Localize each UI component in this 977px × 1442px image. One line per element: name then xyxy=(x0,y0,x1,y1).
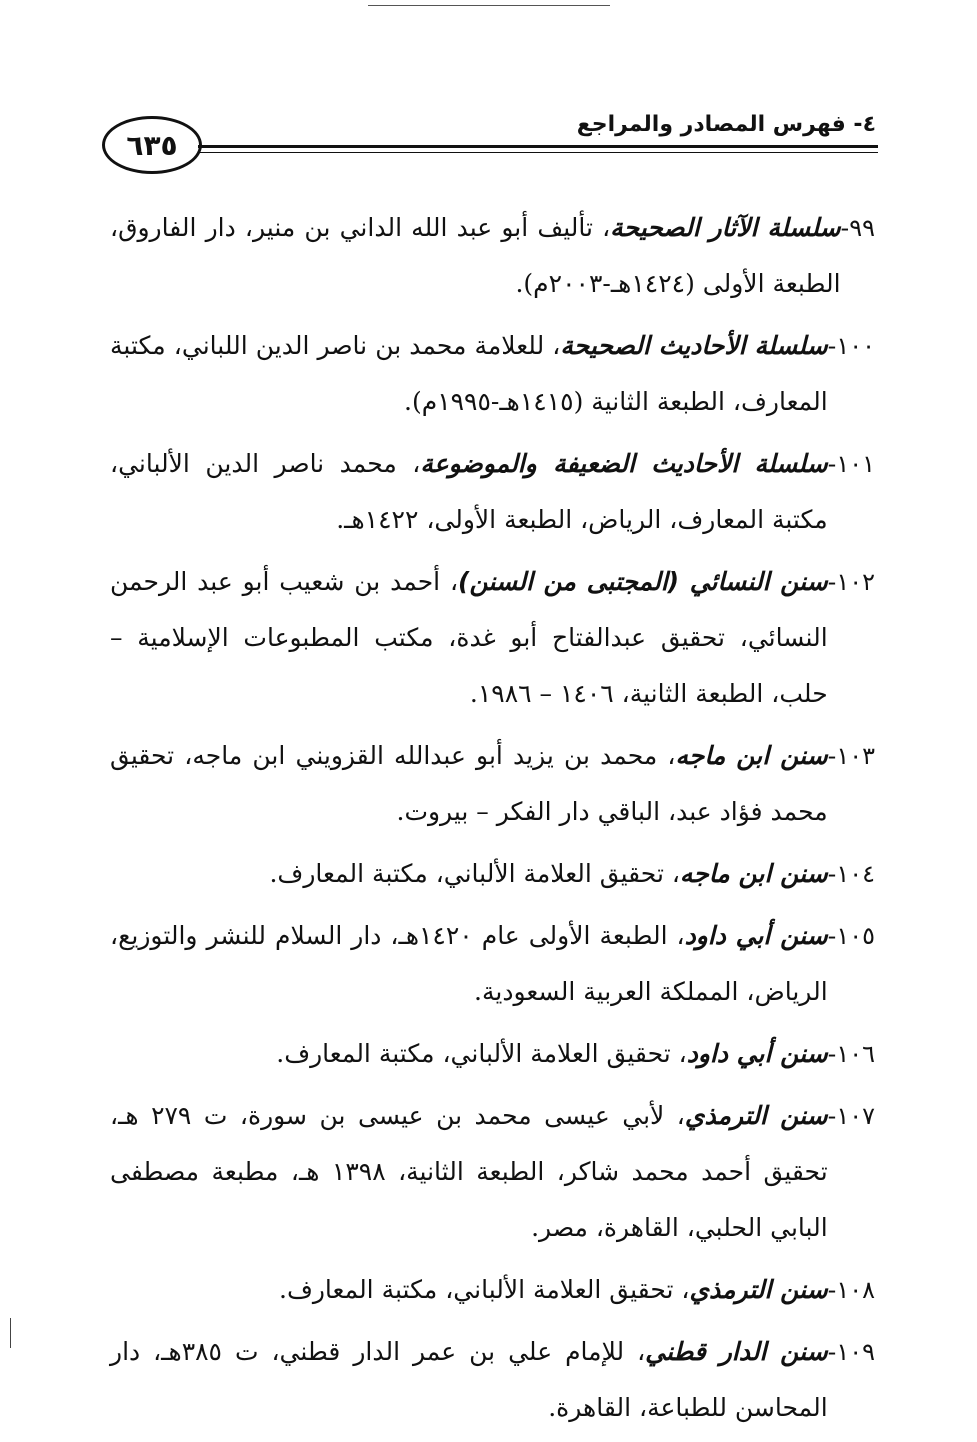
entry-title: سلسلة الأحاديث الصحيحة xyxy=(560,331,828,360)
entry-body xyxy=(110,1026,828,1082)
entry-number: ١٠٢- xyxy=(827,568,875,596)
reference-entry xyxy=(110,436,875,548)
header-rule xyxy=(198,145,878,148)
entry-number: ١٠٠- xyxy=(827,332,875,360)
entry-body xyxy=(110,318,828,430)
entry-title: سلسلة الأحاديث الضعيفة والموضوعة xyxy=(420,449,828,478)
entry-number: ١٠١- xyxy=(827,450,875,478)
entry-text: ، للعلامة محمد بن ناصر الدين اللباني، مكتبة المعارف، الطبعة الثانية (١٤١٥هـ-١٩٩٥م). xyxy=(110,331,828,416)
reference-entry xyxy=(110,554,875,722)
entry-text: ، محمد ناصر الدين الألباني، مكتبة المعارف، الرياض، الطبعة الأولى، ١٤٢٢هـ. xyxy=(110,449,828,534)
entry-title: سنن الدار قطني xyxy=(645,1337,828,1366)
entry-title: سنن ابن ماجه xyxy=(679,859,828,888)
entry-text: ، للإمام علي بن عمر الدار قطني، ت ٣٨٥هـ، دار المحاسن للطباعة، القاهرة. xyxy=(110,1337,828,1422)
entry-body xyxy=(110,436,828,548)
entry-title: سنن الترمذي xyxy=(684,1101,828,1130)
page-header xyxy=(98,112,878,188)
reference-entry xyxy=(110,200,875,312)
entry-number: ١٠٤- xyxy=(827,860,875,888)
entry-text: ، تحقيق العلامة الألباني، مكتبة المعارف. xyxy=(269,859,680,888)
entry-body xyxy=(110,728,828,840)
reference-entry xyxy=(110,908,875,1020)
entry-title: سنن أبي داود xyxy=(686,1039,828,1068)
entry-body xyxy=(110,1324,828,1436)
entry-number: ١٠٥- xyxy=(827,922,875,950)
entry-text: ، تحقيق العلامة الألباني، مكتبة المعارف. xyxy=(279,1275,690,1304)
entry-body xyxy=(110,908,828,1020)
reference-entry xyxy=(110,1324,875,1436)
section-title: ٤- فهرس المصادر والمراجع xyxy=(576,112,876,137)
entry-text: ، لأبي عيسى محمد بن عيسى بن سورة، ت ٢٧٩ هـ، تحقيق أحمد محمد شاكر، الطبعة الثانية، ١٣٩٨ هـ، مطبعة مصطفى البابي الحلبي، القاهرة، مصر. xyxy=(110,1101,828,1242)
entry-number: ١٠٣- xyxy=(827,742,875,770)
entry-body xyxy=(110,1088,828,1256)
page-number: ٦٣٥ xyxy=(102,116,202,174)
reference-entry xyxy=(110,1262,875,1318)
reference-entry xyxy=(110,1026,875,1082)
entry-text: ، محمد بن يزيد أبو عبدالله القزويني ابن ماجه، تحقيق محمد فؤاد عبد، الباقي دار الفكر – بيروت. xyxy=(110,741,828,826)
entry-number: ١٠٦- xyxy=(827,1040,875,1068)
entry-number: ١٠٩- xyxy=(827,1338,875,1366)
reference-entry xyxy=(110,728,875,840)
entry-body xyxy=(110,554,828,722)
reference-entry xyxy=(110,1088,875,1256)
references-list xyxy=(110,200,875,1442)
entry-text: ، تحقيق العلامة الألباني، مكتبة المعارف. xyxy=(276,1039,687,1068)
entry-title: سلسلة الآثار الصحيحة xyxy=(610,213,841,242)
entry-body xyxy=(110,1262,828,1318)
entry-number: ١٠٨- xyxy=(827,1276,875,1304)
reference-entry xyxy=(110,846,875,902)
entry-title: سنن ابن ماجه xyxy=(675,741,828,770)
entry-number: ٩٩- xyxy=(840,214,875,242)
entry-text: ، أحمد بن شعيب أبو عبد الرحمن النسائي، تحقيق عبدالفتاح أبو غدة، مكتب المطبوعات الإسلامية – حلب، الطبعة الثانية، ١٤٠٦ – ١٩٨٦. xyxy=(110,567,828,708)
entry-title: سنن الترمذي xyxy=(689,1275,828,1304)
margin-mark xyxy=(10,1318,11,1348)
reference-entry xyxy=(110,318,875,430)
entry-text: ، تأليف أبو عبد الله الداني بن منير، دار الفاروق، الطبعة الأولى (١٤٢٤هـ-٢٠٠٣م). xyxy=(110,213,841,298)
entry-number: ١٠٧- xyxy=(827,1102,875,1130)
entry-title: سنن أبي داود xyxy=(684,921,828,950)
entry-title: سنن النسائي (المجتبى من السنن) xyxy=(458,567,828,596)
entry-text: ، الطبعة الأولى عام ١٤٢٠هـ، دار السلام للنشر والتوزيع، الرياض، المملكة العربية السعودية. xyxy=(110,921,828,1006)
top-rule xyxy=(368,5,610,6)
entry-body xyxy=(110,200,841,312)
entry-body xyxy=(110,846,828,902)
header-rule-thin xyxy=(198,152,878,153)
